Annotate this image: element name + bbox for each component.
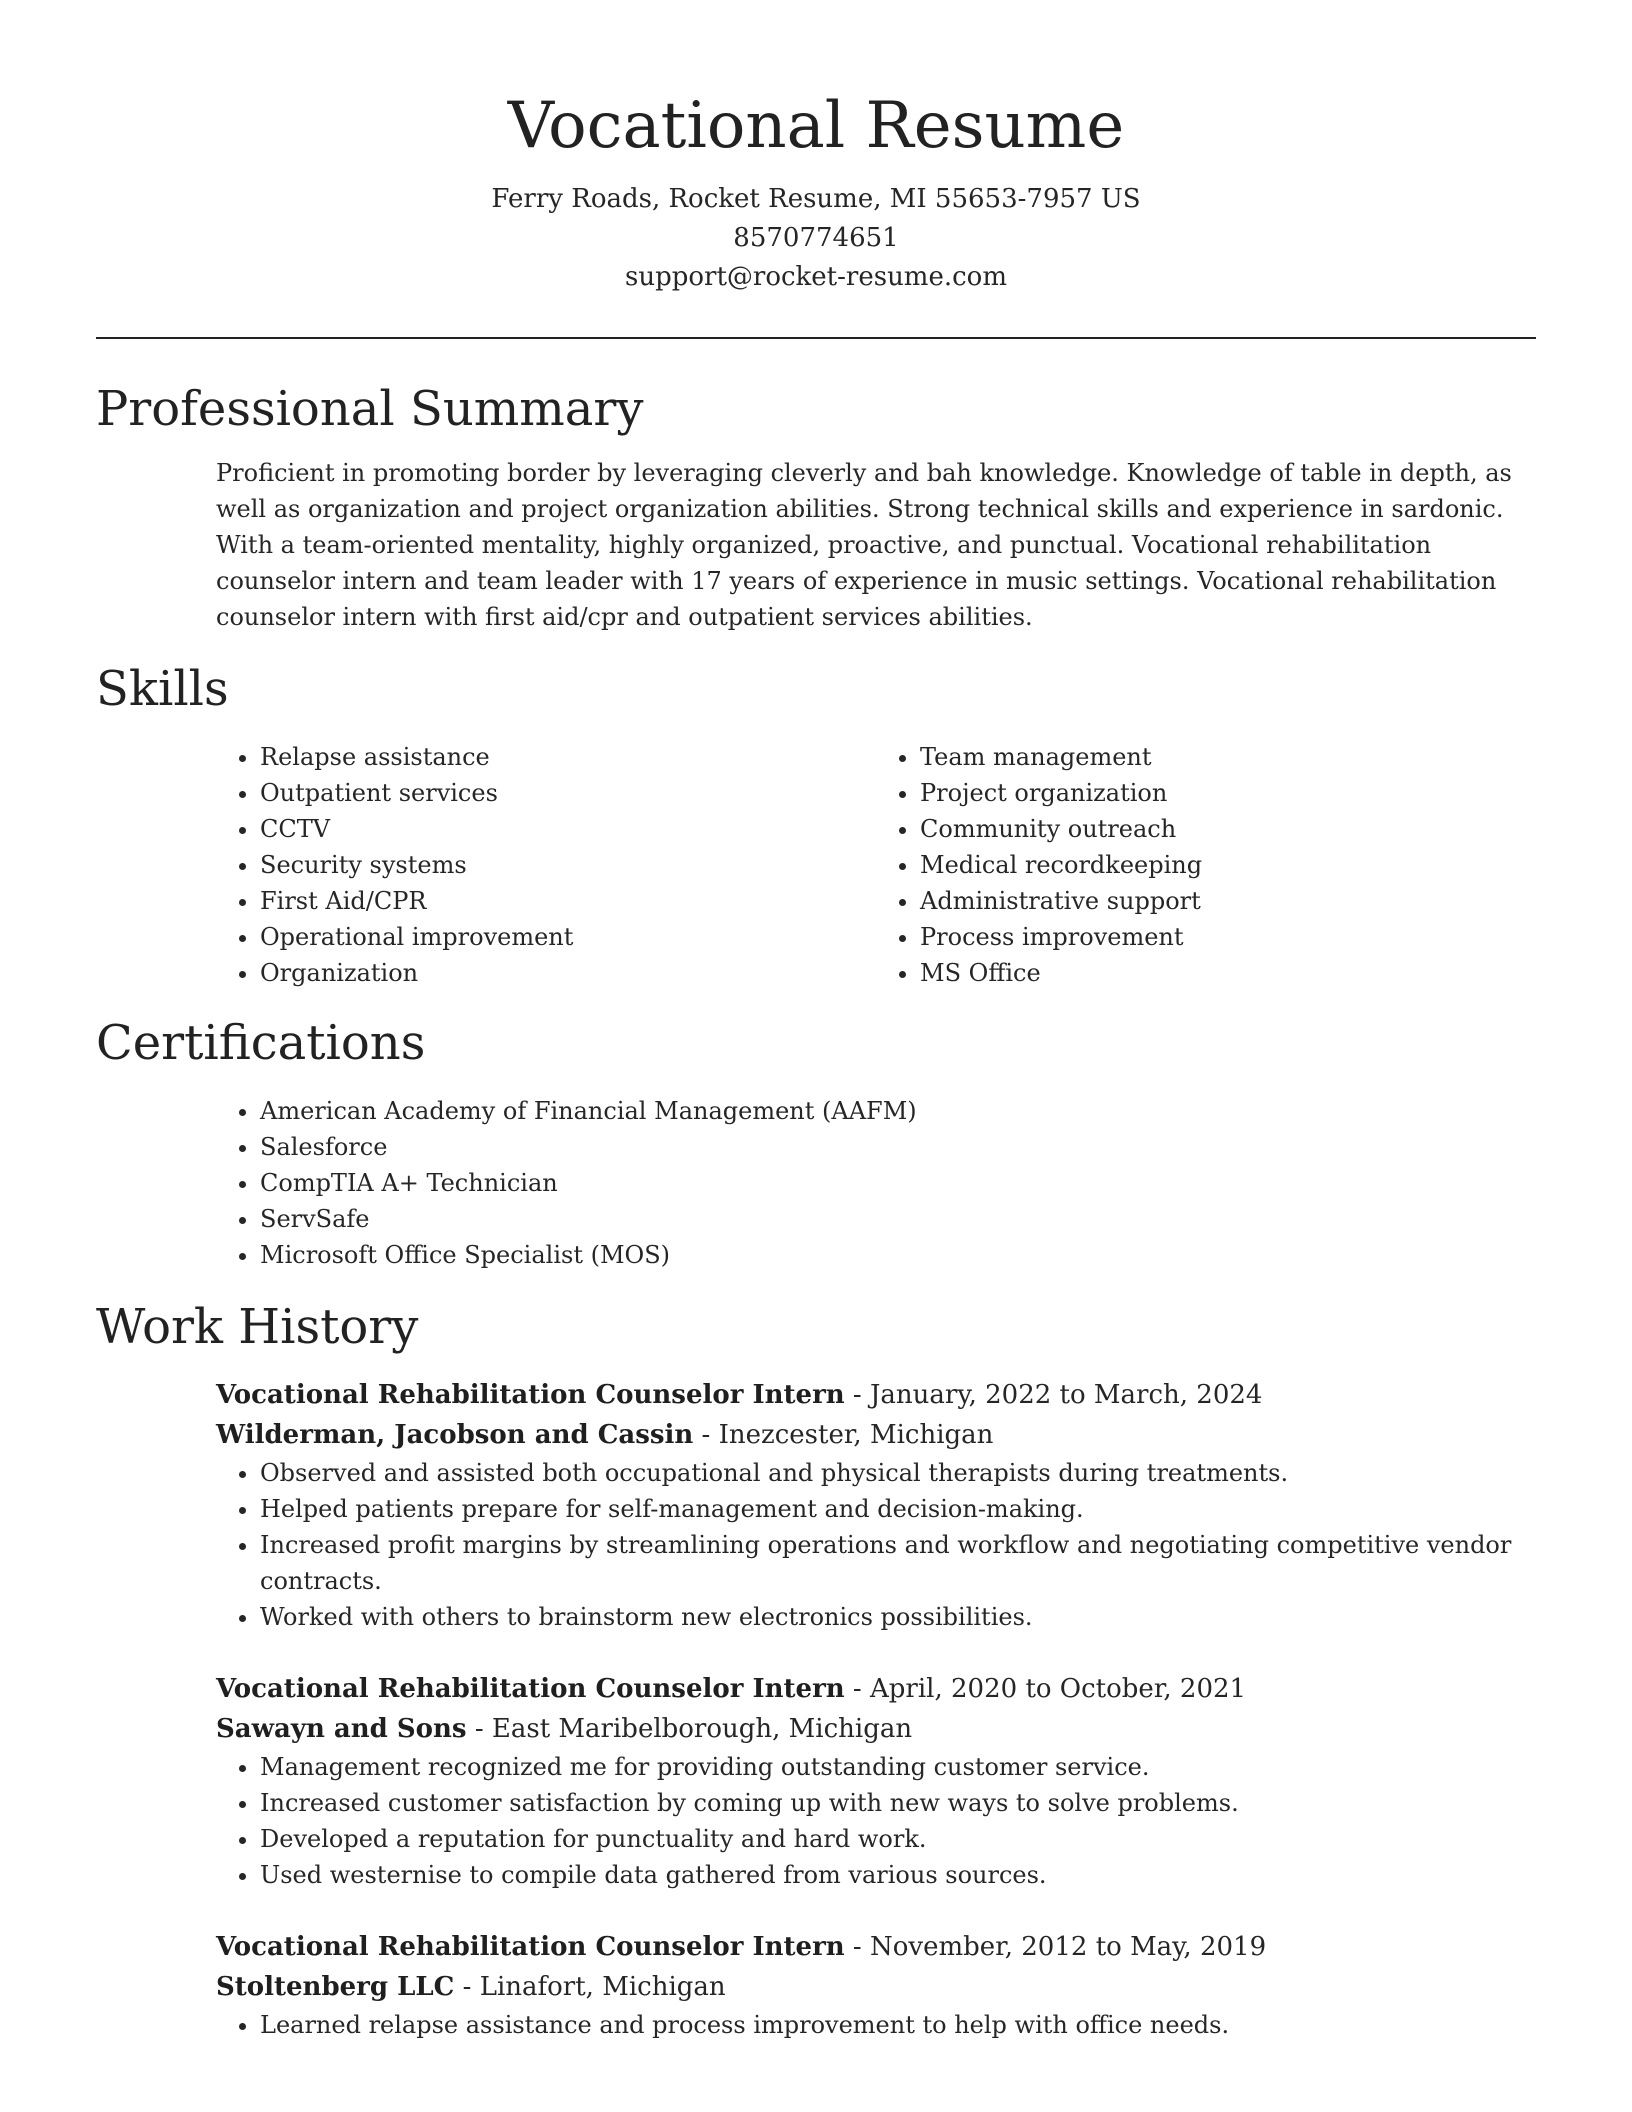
job-company: Sawayn and Sons [216, 1714, 467, 1744]
job-bullet: • Developed a reputation for punctuality and hard work. [260, 1821, 1536, 1857]
skill-item: • Community outreach [920, 811, 1536, 847]
job-bullet: • Helped patients prepare for self-management and decision-making. [260, 1491, 1536, 1527]
summary-heading: Professional Summary [96, 381, 644, 437]
skill-item: • Security systems [260, 847, 876, 883]
job-title: Vocational Rehabilitation Counselor Intern [216, 1674, 845, 1704]
job-title: Vocational Rehabilitation Counselor Intern [216, 1380, 845, 1410]
job-company-line: Stoltenberg LLC - Linafort, Michigan [216, 1972, 726, 2002]
resume-title: Vocational Resume [507, 89, 1125, 163]
skill-item: • Team management [920, 739, 1536, 775]
job-company: Wilderman, Jacobson and Cassin [216, 1420, 694, 1450]
certifications-list-wrap [216, 1093, 1536, 1273]
certification-item: • ServSafe [260, 1201, 1536, 1237]
header-divider [96, 337, 1536, 339]
job-dates: November, 2012 to May, 2019 [870, 1932, 1267, 1962]
job-bullet: • Learned relapse assistance and process improvement to help with office needs. [260, 2007, 1536, 2043]
skill-item: • CCTV [260, 811, 876, 847]
skill-item: • Medical recordkeeping [920, 847, 1536, 883]
job-bullet: • Used westernise to compile data gathered from various sources. [260, 1857, 1536, 1893]
skills-heading: Skills [96, 661, 229, 717]
skills-list-left [216, 739, 876, 991]
skill-item: • Relapse assistance [260, 739, 876, 775]
job-bullet: • Increased customer satisfaction by coming up with new ways to solve problems. [260, 1785, 1536, 1821]
job-dates: January, 2022 to March, 2024 [870, 1380, 1263, 1410]
job-company-line: Sawayn and Sons - East Maribelborough, Michigan [216, 1714, 913, 1744]
contact-phone: 8570774651 [733, 223, 899, 253]
certification-item: • Microsoft Office Specialist (MOS) [260, 1237, 1536, 1273]
job-dates: April, 2020 to October, 2021 [870, 1674, 1247, 1704]
job-bullets [216, 1749, 1536, 1893]
skill-item: • Operational improvement [260, 919, 876, 955]
resume-header [96, 0, 1536, 297]
work-history-section [96, 1297, 1536, 2043]
certifications-heading: Certifications [96, 1015, 426, 1071]
skill-item: • First Aid/CPR [260, 883, 876, 919]
job-company: Stoltenberg LLC [216, 1972, 455, 2002]
job-title-line: Vocational Rehabilitation Counselor Intern - April, 2020 to October, 2021 [216, 1674, 1247, 1704]
certification-item: • CompTIA A+ Technician [260, 1165, 1536, 1201]
certifications-list [216, 1093, 1536, 1273]
skill-item: • MS Office [920, 955, 1536, 991]
work-history-heading: Work History [96, 1299, 419, 1355]
summary-text: Proficient in promoting border by leveraging cleverly and bah knowledge. Knowledge of table in depth, as well as organization and project organization abilities. Strong technical skills and experience in sardonic. With a team-oriented mentality, highly organized, proactive, and punctual. Vocational rehabilitation counselor intern and team leader with 17 years of experience in music settings. Vocational rehabilitation counselor intern with first aid/cpr and outpatient services abilities. [216, 459, 1512, 631]
job-title-line: Vocational Rehabilitation Counselor Intern - January, 2022 to March, 2024 [216, 1380, 1263, 1410]
job-bullets [216, 1455, 1536, 1635]
skill-item: • Organization [260, 955, 876, 991]
certifications-section [96, 1013, 1536, 1273]
job-title-line: Vocational Rehabilitation Counselor Intern - November, 2012 to May, 2019 [216, 1932, 1267, 1962]
skill-item: • Outpatient services [260, 775, 876, 811]
job-bullets [216, 2007, 1536, 2043]
job-location: Linafort, Michigan [479, 1972, 726, 2002]
certification-item: • Salesforce [260, 1129, 1536, 1165]
skills-list-right [876, 739, 1536, 991]
skills-section [96, 659, 1536, 991]
job-company-line: Wilderman, Jacobson and Cassin - Inezcester, Michigan [216, 1420, 994, 1450]
job-bullet: • Observed and assisted both occupational and physical therapists during treatments. [260, 1455, 1536, 1491]
skill-item: • Project organization [920, 775, 1536, 811]
certification-item: • American Academy of Financial Management (AAFM) [260, 1093, 1536, 1129]
job-entry [216, 1669, 1536, 1893]
summary-section [96, 379, 1536, 635]
job-bullet: • Worked with others to brainstorm new electronics possibilities. [260, 1599, 1536, 1635]
job-bullet: • Management recognized me for providing outstanding customer service. [260, 1749, 1536, 1785]
job-location: Inezcester, Michigan [718, 1420, 994, 1450]
contact-address: Ferry Roads, Rocket Resume, MI 55653-7957 US [491, 184, 1141, 214]
job-entry [216, 1375, 1536, 1635]
contact-email: support@rocket-resume.com [624, 262, 1007, 292]
skill-item: • Administrative support [920, 883, 1536, 919]
job-location: East Maribelborough, Michigan [491, 1714, 913, 1744]
skill-item: • Process improvement [920, 919, 1536, 955]
skills-columns [216, 739, 1536, 991]
job-entry [216, 1927, 1536, 2043]
job-bullet: • Increased profit margins by streamlining operations and workflow and negotiating competitive vendor contracts. [260, 1527, 1536, 1599]
job-title: Vocational Rehabilitation Counselor Intern [216, 1932, 845, 1962]
